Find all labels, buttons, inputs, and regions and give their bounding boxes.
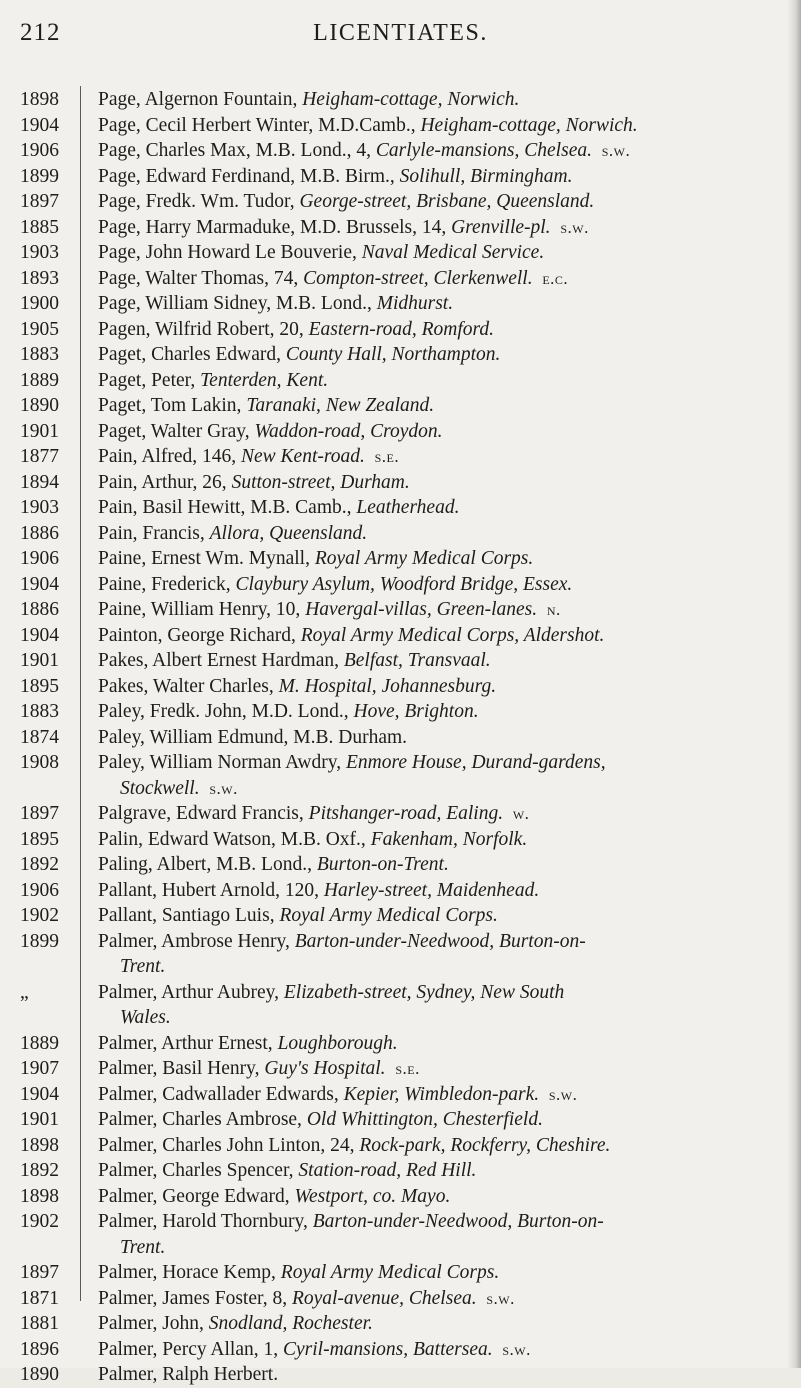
- entry-text: [98, 368, 788, 394]
- entry-name: Paine, William Henry, 10,: [98, 599, 306, 620]
- entry-name: Page, Walter Thomas, 74,: [98, 267, 304, 289]
- entry-address: Eastern-road, Romford.: [308, 318, 495, 340]
- entry-year: 1892: [20, 1160, 59, 1181]
- running-title: LICENTIATES.: [313, 20, 488, 46]
- list-item: [0, 1184, 790, 1210]
- list-item: [0, 1286, 790, 1312]
- entry-address: Hove, Brighton.: [353, 701, 479, 722]
- entry-text: [98, 1362, 788, 1388]
- entry-text: [98, 903, 788, 929]
- entry-year: 1908: [20, 752, 59, 773]
- list-item: [0, 266, 790, 292]
- entry-text: [98, 674, 788, 700]
- entry-address: Heigham-cottage, Norwich.: [420, 114, 638, 136]
- entry-year: 1905: [20, 318, 59, 340]
- entry-district: s.e.: [395, 1059, 420, 1078]
- entry-name: Pain, Alfred, 146,: [98, 446, 241, 467]
- entry-year: 1897: [20, 803, 59, 824]
- entry-year: „: [20, 981, 29, 1003]
- entry-year: 1899: [20, 930, 59, 952]
- entry-text: [98, 1286, 788, 1312]
- list-item: [0, 240, 790, 266]
- entry-name: Palmer, Arthur Ernest,: [98, 1032, 278, 1054]
- list-item: [0, 164, 790, 190]
- entry-address: M. Hospital, Johannesburg.: [278, 675, 497, 697]
- entry-address: Barton-under-Needwood, Burton-on-: [312, 1211, 604, 1232]
- list-item: [0, 878, 790, 904]
- entry-name: Paley, William Norman Awdry,: [98, 752, 346, 773]
- entry-district: s.e.: [374, 447, 400, 466]
- entry-address: Grenville-pl.: [451, 216, 551, 238]
- entry-district: s.w.: [560, 217, 589, 237]
- entry-year: 1892: [20, 854, 59, 875]
- entry-name: Palgrave, Edward Francis,: [98, 803, 309, 824]
- entry-name: Pallant, Hubert Arnold, 120,: [98, 879, 324, 901]
- entry-text: [98, 1031, 788, 1057]
- entry-address: Allora, Queensland.: [209, 522, 368, 544]
- entry-year: 1901: [20, 650, 59, 671]
- entry-name: Pakes, Walter Charles,: [98, 675, 279, 697]
- entry-text: [98, 164, 788, 190]
- entry-name: Palmer, Charles Spencer,: [98, 1160, 299, 1181]
- list-item: [0, 903, 790, 929]
- entry-year: 1885: [20, 216, 59, 238]
- entry-year: 1900: [20, 293, 59, 314]
- entry-address: Pitshanger-road, Ealing.: [308, 803, 504, 824]
- list-item: [0, 852, 790, 878]
- list-item: [0, 801, 790, 827]
- entry-district: n.: [546, 600, 561, 619]
- list-item: [0, 1337, 790, 1363]
- entry-address: Royal Army Medical Corps.: [280, 1262, 500, 1283]
- entry-name: Pain, Francis,: [98, 522, 210, 544]
- entry-text: [98, 1133, 788, 1159]
- entry-name: Painton, George Richard,: [98, 624, 301, 646]
- list-item: [0, 189, 790, 215]
- list-item: [0, 113, 790, 139]
- entry-text: [98, 444, 788, 470]
- entry-year: 1904: [20, 573, 59, 595]
- list-item: [0, 1107, 790, 1133]
- entry-year: 1889: [20, 1032, 59, 1054]
- entry-year: 1899: [20, 165, 59, 187]
- entry-name: Palin, Edward Watson, M.B. Oxf.,: [98, 828, 371, 850]
- entry-text: [98, 623, 788, 649]
- entry-address-continued: Trent.: [120, 1236, 166, 1258]
- list-item: [0, 597, 790, 623]
- entry-address: Rock-park, Rockferry, Cheshire.: [359, 1134, 611, 1156]
- entry-address: Tenterden, Kent.: [200, 369, 329, 391]
- entry-address: Enmore House, Durand-gardens,: [346, 752, 606, 773]
- list-item: [0, 317, 790, 343]
- entry-text: [98, 1209, 788, 1260]
- entry-name: Paley, Fredk. John, M.D. Lond.,: [98, 701, 354, 722]
- entry-address: Midhurst.: [376, 293, 454, 314]
- entry-name: Paget, Charles Edward,: [98, 344, 286, 365]
- entry-year: 1901: [20, 1109, 59, 1130]
- entry-text: [98, 572, 788, 598]
- entry-address: Royal Army Medical Corps, Aldershot.: [300, 624, 605, 646]
- entry-address: Snodland, Rochester.: [208, 1313, 373, 1334]
- entry-year: 1902: [20, 1211, 59, 1232]
- entry-text: [98, 87, 788, 113]
- entry-name: Page, John Howard Le Bouverie,: [98, 242, 362, 263]
- entry-name: Page, Cecil Herbert Winter, M.D.Camb.,: [98, 114, 421, 136]
- entry-address: Barton-under-Needwood, Burton-on-: [294, 930, 586, 952]
- list-item: [0, 750, 790, 801]
- entry-address: Sutton-street, Durham.: [231, 471, 410, 493]
- entry-year: 1897: [20, 1262, 59, 1283]
- list-item: [0, 827, 790, 853]
- entry-district: s.w.: [548, 1084, 578, 1104]
- list-item: [0, 87, 790, 113]
- entry-name: Paget, Tom Lakin,: [98, 395, 247, 416]
- list-item: [0, 444, 790, 470]
- entry-address: Havergal-villas, Green-lanes.: [305, 599, 538, 620]
- entry-district: e.c.: [542, 268, 569, 288]
- entry-year: 1889: [20, 369, 59, 391]
- entry-text: [98, 725, 788, 751]
- entry-year: 1906: [20, 140, 59, 161]
- entry-name: Palmer, John,: [98, 1313, 209, 1334]
- entry-name: Paine, Ernest Wm. Mynall,: [98, 548, 315, 569]
- entry-district: s.w.: [486, 1288, 515, 1308]
- list-item: [0, 699, 790, 725]
- entry-address: Guy's Hospital.: [264, 1058, 386, 1079]
- list-item: [0, 1209, 790, 1260]
- entry-year: 1903: [20, 497, 59, 518]
- entry-text: [98, 470, 788, 496]
- entry-text: [98, 1107, 788, 1133]
- entry-name: Palmer, George Edward,: [98, 1185, 295, 1207]
- entry-text: [98, 980, 788, 1031]
- entry-name: Palmer, Horace Kemp,: [98, 1262, 281, 1283]
- entry-name: Palmer, Ralph Herbert.: [98, 1364, 279, 1385]
- list-item: [0, 546, 790, 572]
- entry-name: Palmer, Arthur Aubrey,: [98, 981, 284, 1003]
- list-item: [0, 648, 790, 674]
- entry-year: 1874: [20, 726, 59, 748]
- entry-address: Burton-on-Trent.: [316, 854, 449, 875]
- entry-name: Page, Fredk. Wm. Tudor,: [98, 191, 300, 212]
- entry-year: 1886: [20, 599, 59, 620]
- entry-address: Belfast, Transvaal.: [343, 650, 491, 671]
- entry-year: 1898: [20, 1134, 59, 1156]
- entry-text: [98, 878, 788, 904]
- entry-address: Elizabeth-street, Sydney, New South: [283, 981, 565, 1003]
- entry-year: 1890: [20, 1364, 59, 1385]
- entry-year: 1896: [20, 1338, 59, 1360]
- entry-name: Paley, William Edmund, M.B. Durham.: [98, 726, 408, 748]
- entry-year: 1886: [20, 522, 59, 544]
- entry-text: [98, 1260, 788, 1286]
- list-item: [0, 291, 790, 317]
- entry-district: s.w.: [209, 778, 238, 798]
- entry-text: [98, 521, 788, 547]
- entry-text: [98, 597, 788, 623]
- entry-text: [98, 1082, 788, 1108]
- entry-text: [98, 1158, 788, 1184]
- entry-address: Solihull, Birmingham.: [399, 165, 573, 187]
- entry-name: Page, William Sidney, M.B. Lond.,: [98, 293, 377, 314]
- entry-continuation: [98, 1005, 788, 1031]
- list-item: [0, 1362, 790, 1388]
- list-item: [0, 1031, 790, 1057]
- entry-address: Royal-avenue, Chelsea.: [291, 1287, 477, 1309]
- entry-year: 1898: [20, 89, 59, 110]
- entry-text: [98, 342, 788, 368]
- entry-name: Paling, Albert, M.B. Lond.,: [98, 854, 317, 875]
- entry-district: s.w.: [502, 1339, 531, 1359]
- entry-year: 1904: [20, 114, 59, 136]
- entry-year: 1906: [20, 548, 59, 569]
- list-item: [0, 1082, 790, 1108]
- entry-text: [98, 1311, 788, 1337]
- entry-address-continued: Stockwell.: [120, 777, 200, 799]
- entry-text: [98, 801, 788, 827]
- entry-year: 1904: [20, 1083, 59, 1105]
- list-item: [0, 572, 790, 598]
- entry-continuation: [98, 954, 788, 980]
- entry-text: [98, 138, 788, 164]
- entry-district: s.w.: [601, 141, 631, 160]
- entry-name: Palmer, James Foster, 8,: [98, 1287, 292, 1309]
- list-item: [0, 1260, 790, 1286]
- entry-address: Old Whittington, Chesterfield.: [306, 1109, 543, 1130]
- entry-text: [98, 929, 788, 980]
- list-item: [0, 725, 790, 751]
- list-item: [0, 215, 790, 241]
- entry-year: 1902: [20, 905, 59, 926]
- entry-text: [98, 1337, 788, 1363]
- entry-text: [98, 291, 788, 317]
- entry-text: [98, 419, 788, 445]
- entry-name: Palmer, Ambrose Henry,: [98, 930, 295, 952]
- entry-year: 1871: [20, 1287, 59, 1309]
- entry-address: Kepier, Wimbledon-park.: [343, 1083, 540, 1105]
- entry-address: Harley-street, Maidenhead.: [323, 879, 540, 901]
- entry-text: [98, 546, 788, 572]
- list-item: [0, 929, 790, 980]
- entry-address: Carlyle-mansions, Chelsea.: [375, 140, 592, 161]
- entry-text: [98, 189, 788, 215]
- licentiate-list: [0, 87, 790, 1388]
- entry-year: 1904: [20, 624, 59, 646]
- entry-text: [98, 1056, 788, 1082]
- entry-year: 1893: [20, 267, 59, 289]
- entry-text: [98, 317, 788, 343]
- list-item: [0, 1133, 790, 1159]
- entry-name: Page, Edward Ferdinand, M.B. Birm.,: [98, 165, 400, 187]
- list-item: [0, 980, 790, 1031]
- entry-address: George-street, Brisbane, Queensland.: [299, 191, 595, 212]
- entry-address: Station-road, Red Hill.: [298, 1160, 477, 1181]
- list-item: [0, 674, 790, 700]
- entry-year: 1877: [20, 446, 59, 467]
- entry-address: Taranaki, New Zealand.: [246, 395, 435, 416]
- entry-address-continued: Wales.: [120, 1007, 171, 1028]
- list-item: [0, 368, 790, 394]
- entry-text: [98, 240, 788, 266]
- entry-text: [98, 648, 788, 674]
- list-item: [0, 623, 790, 649]
- entry-address: Westport, co. Mayo.: [294, 1185, 451, 1207]
- list-item: [0, 342, 790, 368]
- entry-name: Paine, Frederick,: [98, 573, 236, 595]
- entry-name: Palmer, Charles Ambrose,: [98, 1109, 307, 1130]
- entry-text: [98, 266, 788, 292]
- entry-year: 1906: [20, 879, 59, 901]
- entry-address: Waddon-road, Croydon.: [254, 420, 443, 442]
- entry-year: 1901: [20, 420, 59, 442]
- entry-name: Page, Charles Max, M.B. Lond., 4,: [98, 140, 376, 161]
- list-item: [0, 1056, 790, 1082]
- entry-text: [98, 393, 788, 419]
- list-item: [0, 419, 790, 445]
- entry-year: 1907: [20, 1058, 59, 1079]
- entry-name: Palmer, Harold Thornbury,: [98, 1211, 313, 1232]
- page-number: 212: [20, 19, 61, 46]
- entry-address: Royal Army Medical Corps.: [279, 905, 498, 926]
- entry-text: [98, 852, 788, 878]
- entry-year: 1897: [20, 191, 59, 212]
- entry-address: County Hall, Northampton.: [285, 344, 501, 365]
- entry-address: Heigham-cottage, Norwich.: [302, 89, 520, 110]
- entry-year: 1903: [20, 242, 59, 263]
- entry-name: Paget, Peter,: [98, 369, 201, 391]
- entry-text: [98, 699, 788, 725]
- entry-name: Page, Harry Marmaduke, M.D. Brussels, 14,: [98, 216, 452, 238]
- list-item: [0, 138, 790, 164]
- list-item: [0, 1311, 790, 1337]
- entry-name: Palmer, Charles John Linton, 24,: [98, 1134, 360, 1156]
- entry-address: Leatherhead.: [356, 497, 460, 518]
- entry-text: [98, 1184, 788, 1210]
- entry-year: 1890: [20, 395, 59, 416]
- page-header: [0, 0, 801, 70]
- entry-name: Paget, Walter Gray,: [98, 420, 255, 442]
- entry-address: New Kent-road.: [240, 446, 365, 467]
- entry-year: 1881: [20, 1313, 59, 1334]
- entry-text: [98, 750, 788, 801]
- entry-name: Pagen, Wilfrid Robert, 20,: [98, 318, 309, 340]
- entry-year: 1883: [20, 701, 59, 722]
- entry-address: Cyril-mansions, Battersea.: [282, 1338, 493, 1360]
- entry-name: Pain, Basil Hewitt, M.B. Camb.,: [98, 497, 357, 518]
- entry-year: 1898: [20, 1185, 59, 1207]
- entry-address: Royal Army Medical Corps.: [314, 548, 534, 569]
- entry-district: w.: [512, 804, 530, 823]
- entry-text: [98, 495, 788, 521]
- list-item: [0, 521, 790, 547]
- entry-continuation: [98, 776, 788, 802]
- entry-year: 1883: [20, 344, 59, 365]
- page-edge-shadow: [787, 0, 801, 1368]
- entry-name: Page, Algernon Fountain,: [98, 89, 303, 110]
- entry-name: Pakes, Albert Ernest Hardman,: [98, 650, 344, 671]
- entry-text: [98, 113, 788, 139]
- entry-name: Pain, Arthur, 26,: [98, 471, 232, 493]
- list-item: [0, 1158, 790, 1184]
- entry-name: Palmer, Percy Allan, 1,: [98, 1338, 283, 1360]
- entry-text: [98, 215, 788, 241]
- entry-name: Palmer, Cadwallader Edwards,: [98, 1083, 344, 1105]
- entry-address: Loughborough.: [277, 1032, 398, 1054]
- entry-address-continued: Trent.: [120, 956, 166, 977]
- list-item: [0, 495, 790, 521]
- entry-year: 1895: [20, 828, 59, 850]
- entry-address: Compton-street, Clerkenwell.: [303, 267, 533, 289]
- entry-address: Naval Medical Service.: [361, 242, 545, 263]
- entry-continuation: [98, 1235, 788, 1261]
- entry-address: Claybury Asylum, Woodford Bridge, Essex.: [235, 573, 573, 595]
- entry-year: 1895: [20, 675, 59, 697]
- entry-address: Fakenham, Norfolk.: [370, 828, 528, 850]
- list-item: [0, 393, 790, 419]
- list-item: [0, 470, 790, 496]
- entry-year: 1894: [20, 471, 59, 493]
- entry-text: [98, 827, 788, 853]
- entry-name: Pallant, Santiago Luis,: [98, 905, 280, 926]
- entry-name: Palmer, Basil Henry,: [98, 1058, 265, 1079]
